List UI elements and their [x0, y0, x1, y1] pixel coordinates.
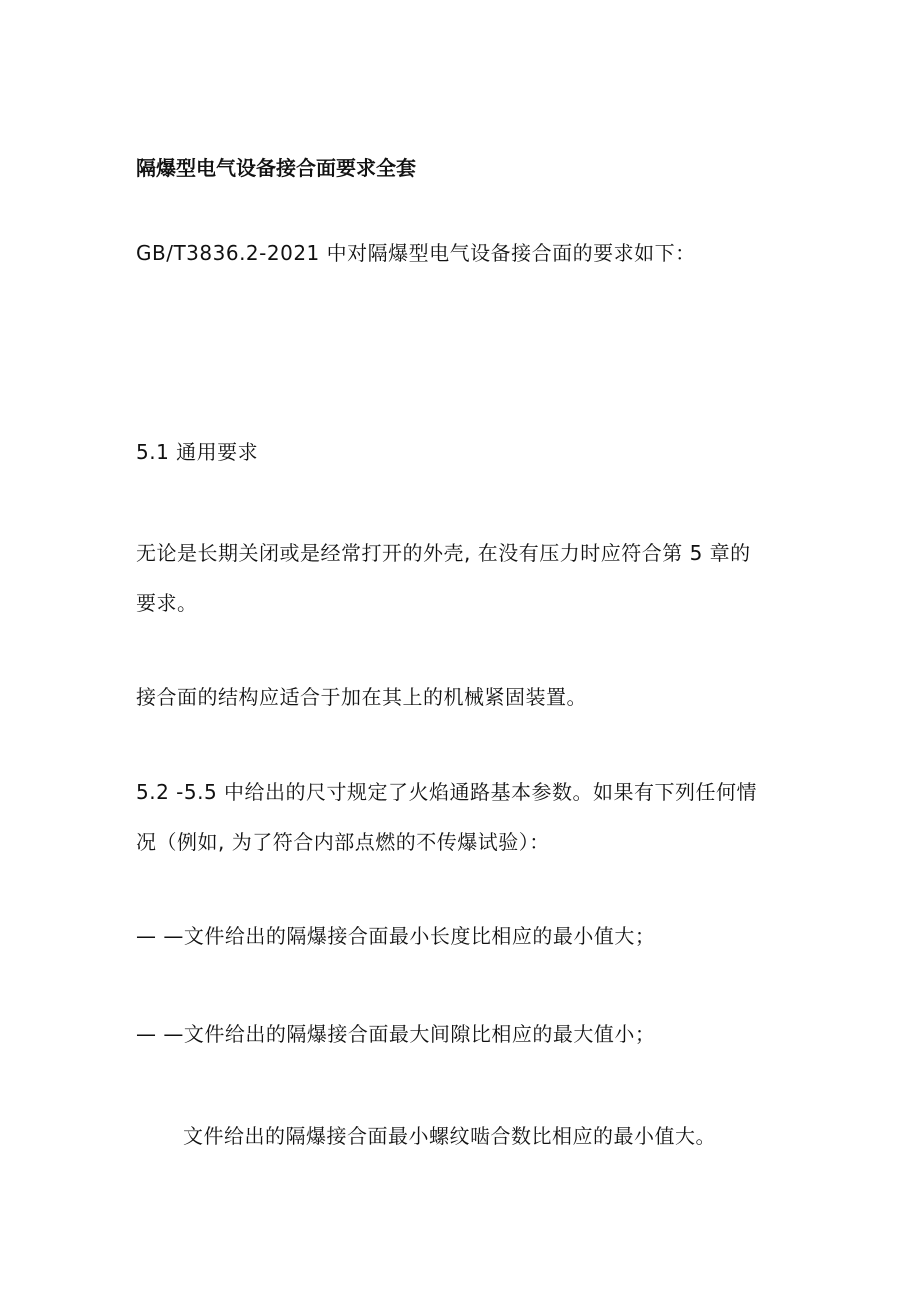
paragraph-3-line-1: 5.2 -5.5 中给出的尺寸规定了火焰通路基本参数。如果有下列任何情	[136, 780, 758, 804]
paragraph-2: 接合面的结构应适合于加在其上的机械紧固装置。	[136, 685, 587, 709]
paragraph-1-line-1: 无论是长期关闭或是经常打开的外壳, 在没有压力时应符合第 5 章的	[136, 541, 751, 565]
list-item-3: 文件给出的隔爆接合面最小螺纹啮合数比相应的最小值大。	[183, 1124, 716, 1148]
paragraph-1-line-2: 要求。	[136, 591, 198, 615]
list-item-1: — —文件给出的隔爆接合面最小长度比相应的最小值大；	[136, 924, 656, 948]
list-item-2: — —文件给出的隔爆接合面最大间隙比相应的最大值小；	[136, 1022, 656, 1046]
section-heading-5-1: 5.1 通用要求	[136, 440, 259, 464]
intro-paragraph: GB/T3836.2-2021 中对隔爆型电气设备接合面的要求如下：	[136, 241, 696, 265]
paragraph-3-line-2: 况（例如, 为了符合内部点燃的不传爆试验）：	[136, 830, 550, 854]
document-title: 隔爆型电气设备接合面要求全套	[136, 156, 416, 180]
